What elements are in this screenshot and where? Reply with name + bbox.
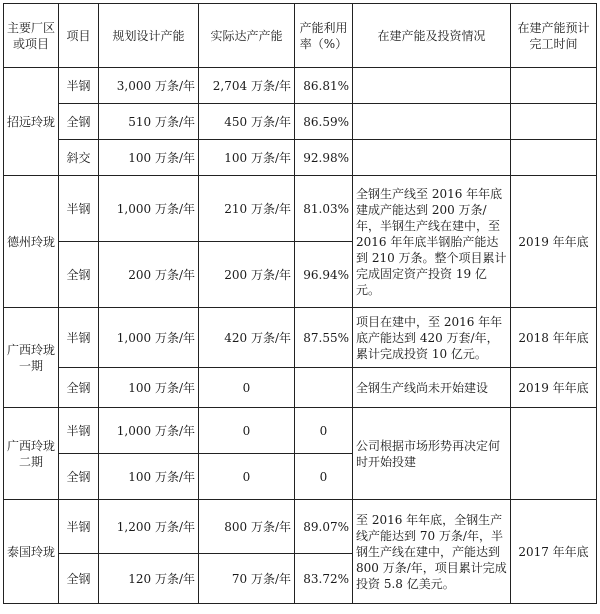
construction-cell: 全钢生产线至 2016 年年底建成产能达到 200 万条/年，半钢生产线在建中，至 2016 年年底半钢胎产能达到 210 万条。整个项目累计完成固定资产投资 19 亿元。: [353, 176, 511, 308]
product-cell: 半钢: [59, 308, 99, 368]
table-row: [4, 368, 597, 408]
product-cell: 全钢: [59, 454, 99, 500]
table-row: [4, 500, 597, 554]
plant-cell: 泰国玲珑: [4, 500, 59, 604]
utilization-cell: 86.59%: [295, 104, 353, 140]
table-row: [4, 408, 597, 454]
actual-cell: 0: [199, 368, 295, 408]
header-utilization: 产能利用率（%）: [295, 4, 353, 68]
actual-cell: 800 万条/年: [199, 500, 295, 554]
design-cell: 1,000 万条/年: [99, 176, 199, 242]
actual-cell: 0: [199, 454, 295, 500]
utilization-cell: 92.98%: [295, 140, 353, 176]
completion-cell: [511, 104, 597, 140]
table-row: [4, 308, 597, 368]
utilization-cell: 0: [295, 454, 353, 500]
capacity-table: [3, 3, 597, 604]
design-cell: 120 万条/年: [99, 554, 199, 604]
product-cell: 半钢: [59, 68, 99, 104]
utilization-cell: 81.03%: [295, 176, 353, 242]
actual-cell: 70 万条/年: [199, 554, 295, 604]
header-product: 项目: [59, 4, 99, 68]
construction-cell: [353, 104, 511, 140]
header-design-capacity: 规划设计产能: [99, 4, 199, 68]
completion-cell: 2019 年年底: [511, 368, 597, 408]
product-cell: 半钢: [59, 408, 99, 454]
design-cell: 100 万条/年: [99, 454, 199, 500]
design-cell: 100 万条/年: [99, 368, 199, 408]
header-row: [4, 4, 597, 68]
construction-cell: 至 2016 年年底，全钢生产线产能达到 70 万条/年，半钢生产线在建中，产能达到 800 万条/年，项目累计完成投资 5.8 亿美元。: [353, 500, 511, 604]
utilization-cell: 87.55%: [295, 308, 353, 368]
construction-cell: 全钢生产线尚未开始建设: [353, 368, 511, 408]
actual-cell: 210 万条/年: [199, 176, 295, 242]
product-cell: 斜交: [59, 140, 99, 176]
product-cell: 全钢: [59, 368, 99, 408]
table-row: [4, 68, 597, 104]
construction-cell: [353, 140, 511, 176]
table-row: [4, 104, 597, 140]
design-cell: 510 万条/年: [99, 104, 199, 140]
completion-cell: 2017 年年底: [511, 500, 597, 604]
product-cell: 半钢: [59, 176, 99, 242]
design-cell: 1,000 万条/年: [99, 308, 199, 368]
product-cell: 全钢: [59, 104, 99, 140]
product-cell: 半钢: [59, 500, 99, 554]
completion-cell: [511, 68, 597, 104]
table-row: [4, 140, 597, 176]
design-cell: 200 万条/年: [99, 242, 199, 308]
design-cell: 3,000 万条/年: [99, 68, 199, 104]
actual-cell: 420 万条/年: [199, 308, 295, 368]
header-construction: 在建产能及投资情况: [353, 4, 511, 68]
plant-cell: 广西玲珑一期: [4, 308, 59, 408]
utilization-cell: [295, 368, 353, 408]
header-actual-capacity: 实际达产产能: [199, 4, 295, 68]
construction-cell: 公司根据市场形势再决定何时开始投建: [353, 408, 511, 500]
actual-cell: 0: [199, 408, 295, 454]
utilization-cell: 86.81%: [295, 68, 353, 104]
utilization-cell: 96.94%: [295, 242, 353, 308]
actual-cell: 200 万条/年: [199, 242, 295, 308]
plant-cell: 招远玲珑: [4, 68, 59, 176]
product-cell: 全钢: [59, 242, 99, 308]
actual-cell: 2,704 万条/年: [199, 68, 295, 104]
design-cell: 1,000 万条/年: [99, 408, 199, 454]
design-cell: 100 万条/年: [99, 140, 199, 176]
construction-cell: [353, 68, 511, 104]
design-cell: 1,200 万条/年: [99, 500, 199, 554]
utilization-cell: 83.72%: [295, 554, 353, 604]
plant-cell: 德州玲珑: [4, 176, 59, 308]
completion-cell: [511, 140, 597, 176]
construction-cell: 项目在建中，至 2016 年年底产能达到 420 万套/年，累计完成投资 10 亿元。: [353, 308, 511, 368]
header-plant: 主要厂区或项目: [4, 4, 59, 68]
utilization-cell: 0: [295, 408, 353, 454]
actual-cell: 450 万条/年: [199, 104, 295, 140]
utilization-cell: 89.07%: [295, 500, 353, 554]
product-cell: 全钢: [59, 554, 99, 604]
completion-cell: [511, 408, 597, 500]
table-row: [4, 176, 597, 242]
actual-cell: 100 万条/年: [199, 140, 295, 176]
plant-cell: 广西玲珑二期: [4, 408, 59, 500]
completion-cell: 2019 年年底: [511, 176, 597, 308]
completion-cell: 2018 年年底: [511, 308, 597, 368]
header-completion: 在建产能预计完工时间: [511, 4, 597, 68]
